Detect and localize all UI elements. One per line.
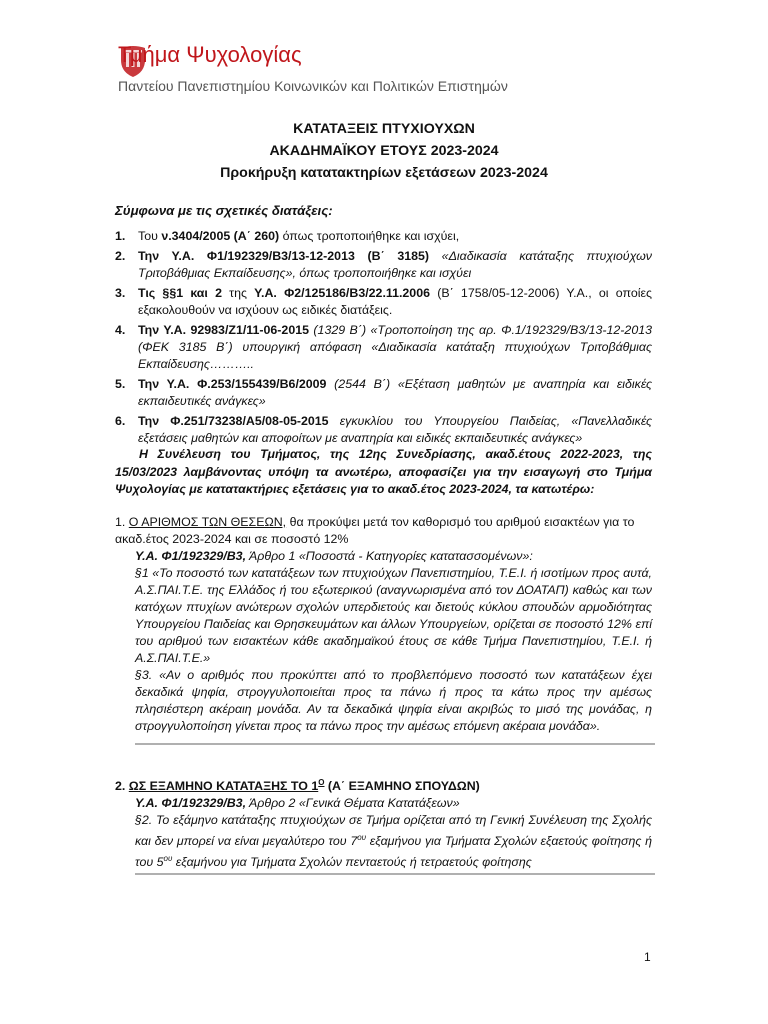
section-heading-sup: Ο (318, 778, 325, 787)
provision-text: εγκυκλίου του Υπουργείου Παιδείας, «Πανελλαδικές εξετάσεις μαθητών και αποφοίτων με αναπηρία και ειδικές εκπαιδευτικές ανάγκες» (138, 414, 653, 445)
title-line-2: ΑΚΑΔΗΜΑΪΚΟΥ ΕΤΟΥΣ 2023-2024 (269, 143, 499, 159)
section-1 (115, 514, 652, 735)
section-2 (115, 774, 652, 871)
provision-number: 3. (115, 286, 126, 300)
paragraph-text: εξαμήνου για Τμήματα Σχολών εξαετούς φοίτησης ή του 5 (135, 834, 652, 870)
provision-reference: Υ.Α. Φ2/125186/Β3/22.11.2006 (254, 286, 430, 300)
ordinal-sup: ου (163, 854, 173, 864)
provision-text: (2544 Β΄) «Εξέταση μαθητών με αναπηρία και ειδικές εκπαιδευτικές ανάγκες» (138, 377, 652, 408)
provision-item (115, 248, 652, 282)
section-heading-text: θα προκύψει μετά τον καθορισμό του αριθμού εισακτέων για το ακαδ.έτος 2023-2024 και σε ποσοστό 12% (115, 515, 635, 546)
paragraph-text: §2. Το εξάμηνο κατάταξης πτυχιούχων σε Τμήμα ορίζεται από τη Γενική Συνέλευση της Σχολής και δεν μπορεί να είναι μεγαλύτερο του 7 (135, 813, 652, 849)
provision-reference: Την Φ.251/73238/Α5/08-05-2015 (138, 414, 329, 428)
provision-number: 5. (115, 377, 126, 391)
section-divider (135, 743, 655, 745)
title-line-3: Προκήρυξη κατατακτηρίων εξετάσεων 2023-2024 (220, 165, 548, 181)
section-heading: Ο ΑΡΙΘΜΟΣ ΤΩΝ ΘΕΣΕΩΝ, (128, 515, 287, 529)
provision-item (115, 285, 652, 319)
provision-number: 4. (115, 323, 126, 337)
provisions-intro: Σύμφωνα με τις σχετικές διατάξεις: (115, 203, 333, 218)
provision-number: 2. (115, 249, 126, 263)
section-heading: ΩΣ ΕΞΑΜΗΝΟ ΚΑΤΑΤΑΞΗΣ ΤΟ 1 (128, 779, 319, 794)
legal-reference: Υ.Α. Φ1/192329/Β3, (135, 796, 247, 811)
section-2-heading (115, 774, 652, 795)
section-divider (135, 873, 655, 875)
article-paragraph (135, 812, 652, 871)
legal-reference: Υ.Α. Φ1/192329/Β3, (135, 549, 247, 563)
provision-reference: Τις §§1 και 2 (138, 286, 222, 300)
provisions-list (115, 228, 652, 450)
university-name: Παντείου Πανεπιστημίου Κοινωνικών και Πολιτικών Επιστημών (118, 78, 508, 94)
provision-reference: Την Υ.Α. Φ.253/155439/Β6/2009 (138, 377, 327, 391)
provision-item (115, 376, 652, 410)
provision-number: 1. (115, 229, 126, 243)
provision-item (115, 322, 652, 373)
section-number: 1. (115, 515, 126, 529)
legal-reference-text: Άρθρο 2 «Γενικά Θέματα Κατατάξεων» (246, 796, 460, 811)
paragraph-text: εξαμήνου για Τμήματα Σχολών πενταετούς ή τετραετούς φοίτησης (172, 855, 532, 870)
article-paragraph: §1 «Το ποσοστό των κατατάξεων των πτυχιούχων Πανεπιστημίου, Τ.Ε.Ι. ή ισοτίμων προς αυτά, Α.Σ.ΠΑΙ.Τ.Ε. της Ελλάδος ή του εξωτερικού (αναγνωρισμένα από τον ΔΟΑΤΑΠ) καθώς και των κατόχων πτυχίων ανώτερων σχολών υπερδιετούς και διετούς κύκλου σπουδών αρμοδιότητας Υπουργείου Παιδείας και Θρησκευμάτων και άλλων Υπουργείων, ορίζεται σε ποσοστό 12% επί του αριθμού των εισακτέων κάθε ακαδημαϊκού έτους σε κάθε Τμήμα Πανεπιστημίου, Τ.Ε.Ι. ή Α.Σ.ΠΑΙ.Τ.Ε.» (135, 566, 652, 665)
document-titles (0, 118, 768, 184)
provision-text: «Διαδικασία κατάταξης πτυχιούχων Τριτοβάθμιας Εκπαίδευσης», όπως τροποποιήθηκε και ισχύει (138, 249, 652, 280)
provision-text: όπως τροποποιήθηκε και ισχύει, (279, 229, 460, 243)
provision-text: (Β΄ 1758/05-12-2006) Υ.Α., οι οποίες εξακολουθούν να ισχύουν ως ειδικές διατάξεις. (138, 286, 652, 317)
department-title: Τμήμα Ψυχολογίας (118, 42, 302, 67)
provision-reference: ν.3404/2005 (Α΄ 260) (161, 229, 280, 243)
title-line-1: ΚΑΤΑΤΑΞΕΙΣ ΠΤΥΧΙΟΥΧΩΝ (293, 121, 475, 137)
legal-reference-text: Άρθρο 1 «Ποσοστά - Κατηγορίες κατατασσομένων»: (246, 549, 533, 563)
provision-number: 6. (115, 414, 126, 428)
provision-reference: Την Υ.Α. 92983/Ζ1/11-06-2015 (138, 323, 309, 337)
provision-reference: Την Υ.Α. Φ1/192329/Β3/13-12-2013 (Β΄ 3185) (138, 249, 430, 263)
provision-text: Του (138, 229, 162, 243)
provision-text: της (221, 286, 255, 300)
section-number: 2. (115, 779, 126, 794)
provision-item (115, 413, 652, 447)
page-number: 1 (644, 950, 651, 964)
section-1-body (115, 548, 652, 735)
article-paragraph: §3. «Αν ο αριθμός που προκύπτει από το προβλεπόμενο ποσοστό των κατατάξεων έχει δεκαδικά ψηφία, στρογγυλοποιείται προς τα πάνω ή προς τα κάτω προς την αμέσως πλησιέστερη ακέραιη μονάδα. Αν τα δεκαδικά ψηφία είναι ακριβώς το μισό της μονάδας, η στρογγυλοποίηση γίνεται προς τα πάνω προς την αμέσως επόμενη ακέραια μονάδα». (135, 668, 652, 733)
section-heading-text: (Α΄ ΕΞΑΜΗΝΟ ΣΠΟΥΔΩΝ) (324, 779, 480, 794)
section-2-body (115, 795, 652, 871)
provision-item (115, 228, 652, 245)
section-1-heading (115, 514, 652, 548)
assembly-decision: Η Συνέλευση του Τμήματος, της 12ης Συνεδρίασης, ακαδ.έτους 2022-2023, της 15/03/2023 λαμβάνοντας υπόψη τα ανωτέρω, αποφασίζει για την εισαγωγή στο Τμήμα Ψυχολογίας με κατατακτήριες εξετάσεις για το ακαδ.έτος 2023-2024, τα κατωτέρω: (115, 447, 652, 496)
provision-text: (1329 Β΄) «Τροποποίηση της αρ. Φ.1/192329/Β3/13-12-2013 (ΦΕΚ 3185 Β΄) υπουργική απόφαση «Διαδικασία κατάταξη πτυχιούχων Τριτοβάθμιας Εκπαίδευσης……….. (138, 323, 652, 371)
ordinal-sup: ου (357, 833, 367, 843)
